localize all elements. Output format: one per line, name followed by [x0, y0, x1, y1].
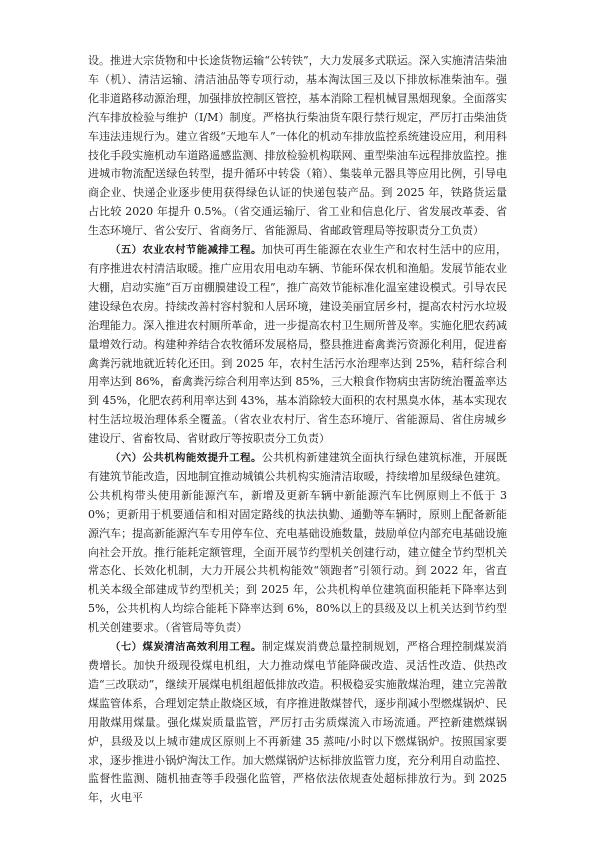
section-heading-agriculture: （五）农业农村节能减排工程。 — [110, 244, 262, 257]
paragraph-public-institutions — [88, 449, 507, 638]
paragraph-coal — [88, 638, 507, 808]
section-heading-public-institutions: （六）公共机构能效提升工程。 — [110, 452, 262, 465]
paragraph-transport — [88, 52, 507, 241]
section-heading-coal: （七）煤炭清洁高效利用工程。 — [110, 641, 262, 654]
paragraph-text: 加快可再生能源在农业生产和农村生活中的应用，有序推进农村清洁取暖。推广应用农用电动车辆、节能环保农机和渔船。发展节能农业大棚，启动实施“百万亩棚膜建设工程”，推广高效节能标准化温室建设模式。引导农民建设绿色农房。持续改善村容村貌和人居环境，建设美丽宜居乡村，提高农村污水垃圾治理能力。深入推进农村厕所革命，进一步提高农村卫生厕所普及率。实施化肥农药减量增效行动。构建种养结合农牧循环发展格局，整县推进畜禽粪污资源化利用，促进畜禽粪污就地就近转化还田。到 2025 年，农村生活污水治理率达到 25%，秸秆综合利用率达到 86%，畜禽粪污综合利用率达到 85%，三大粮食作物病虫害防统治覆盖率达到 45%，化肥农药利用率达到 43%，基本消除较大面积的农村黑臭水体，基本实现农村生活垃圾治理体系全覆盖。（省农业农村厅、省生态环境厅、省能源局、省住房城乡建设厅、省畜牧局、省财政厅等按职责分工负责） — [88, 243, 508, 446]
paragraph-agriculture — [88, 241, 507, 449]
paragraph-text: 设。推进大宗货物和中长途货物运输“公转铁”，大力发展多式联运。深入实施清洁柴油车（机）、清洁运输、清洁油品等专项行动，基本淘汰国三及以下排放标准柴油车。强化非道路移动源治理，加强排放控制区管控，基本消除工程机械冒黑烟现象。全面落实汽车排放检验与维护（I/M）制度。严格执行柴油货车限行禁行规定，严厉打击柴油货车违法违规行为。建立省级“天地车人”一体化的机动车排放监控系统建设应用，利用科技化手段实施机动车道路遥感监测、排放检验机构联网、重型柴油车远程排放监控。推进城市物流配送绿色转型，提升循环中转袋（箱）、集装单元器具等应用比例，引导电商企业、快递企业逐步使用获得绿色认证的快递包装产品。到 2025 年，铁路货运量占比较 2020 年提升 0.5%。（省交通运输厅、省工业和信息化厅、省发展改革委、省生态环境厅、省公安厅、省商务厅、省能源局、省邮政管理局等按职责分工负责） — [88, 54, 507, 238]
paragraph-text: 制定煤炭消费总量控制规划，严格合理控制煤炭消费增长。加快升级现役煤电机组，大力推动煤电节能降碳改造、灵活性改造、供热改造“三改联动”，继续开展煤电机组超低排放改造。积极稳妥实施散煤治理，建立完善散煤监管体系，合理划定禁止散烧区域，有序推进散煤替代，逐步削减小型燃煤锅炉、民用散煤用煤量。强化煤炭质量监管，严厉打击劣质煤流入市场流通。严控新建燃煤锅炉，县级及以上城市建成区原则上不再新建 35 蒸吨/小时以下燃煤锅炉。按照国家要求，逐步推进小锅炉淘汰工作。加大燃煤锅炉达标排放监管力度，充分利用自动监控、监督性监测、随机抽查等手段强化监管，严格依法依规查处超标排放行为。到 2025 年，火电平 — [88, 640, 508, 805]
paragraph-text: 公共机构新建建筑全面执行绿色建筑标准，开展既有建筑节能改造，因地制宜推动城镇公共机构实施清洁取暖，持续增加星级绿色建筑。公共机构带头使用新能源汽车，新增及更新车辆中新能源汽车比例原则上不低于 30%；更新用于机要通信和相对固定路线的执法执勤、通勤等车辆时，原则上配备新能源汽车；提高新能源汽车专用停车位、充电基础设施数量，鼓励单位内部充电基础设施向社会开放。推行能耗定额管理，全面开展节约型机关创建行动，建立健全节约型机关常态化、长效化机制，大力开展公共机构能效“领跑者”引领行动。到 2022 年，省直机关本级全部建成节约型机关；到 2025 年，公共机构单位建筑面积能耗下降率达到 5%，公共机构人均综合能耗下降率达到 6%，80%以上的县级及以上机关达到节约型机关创建要求。（省管局等负责） — [88, 451, 508, 635]
